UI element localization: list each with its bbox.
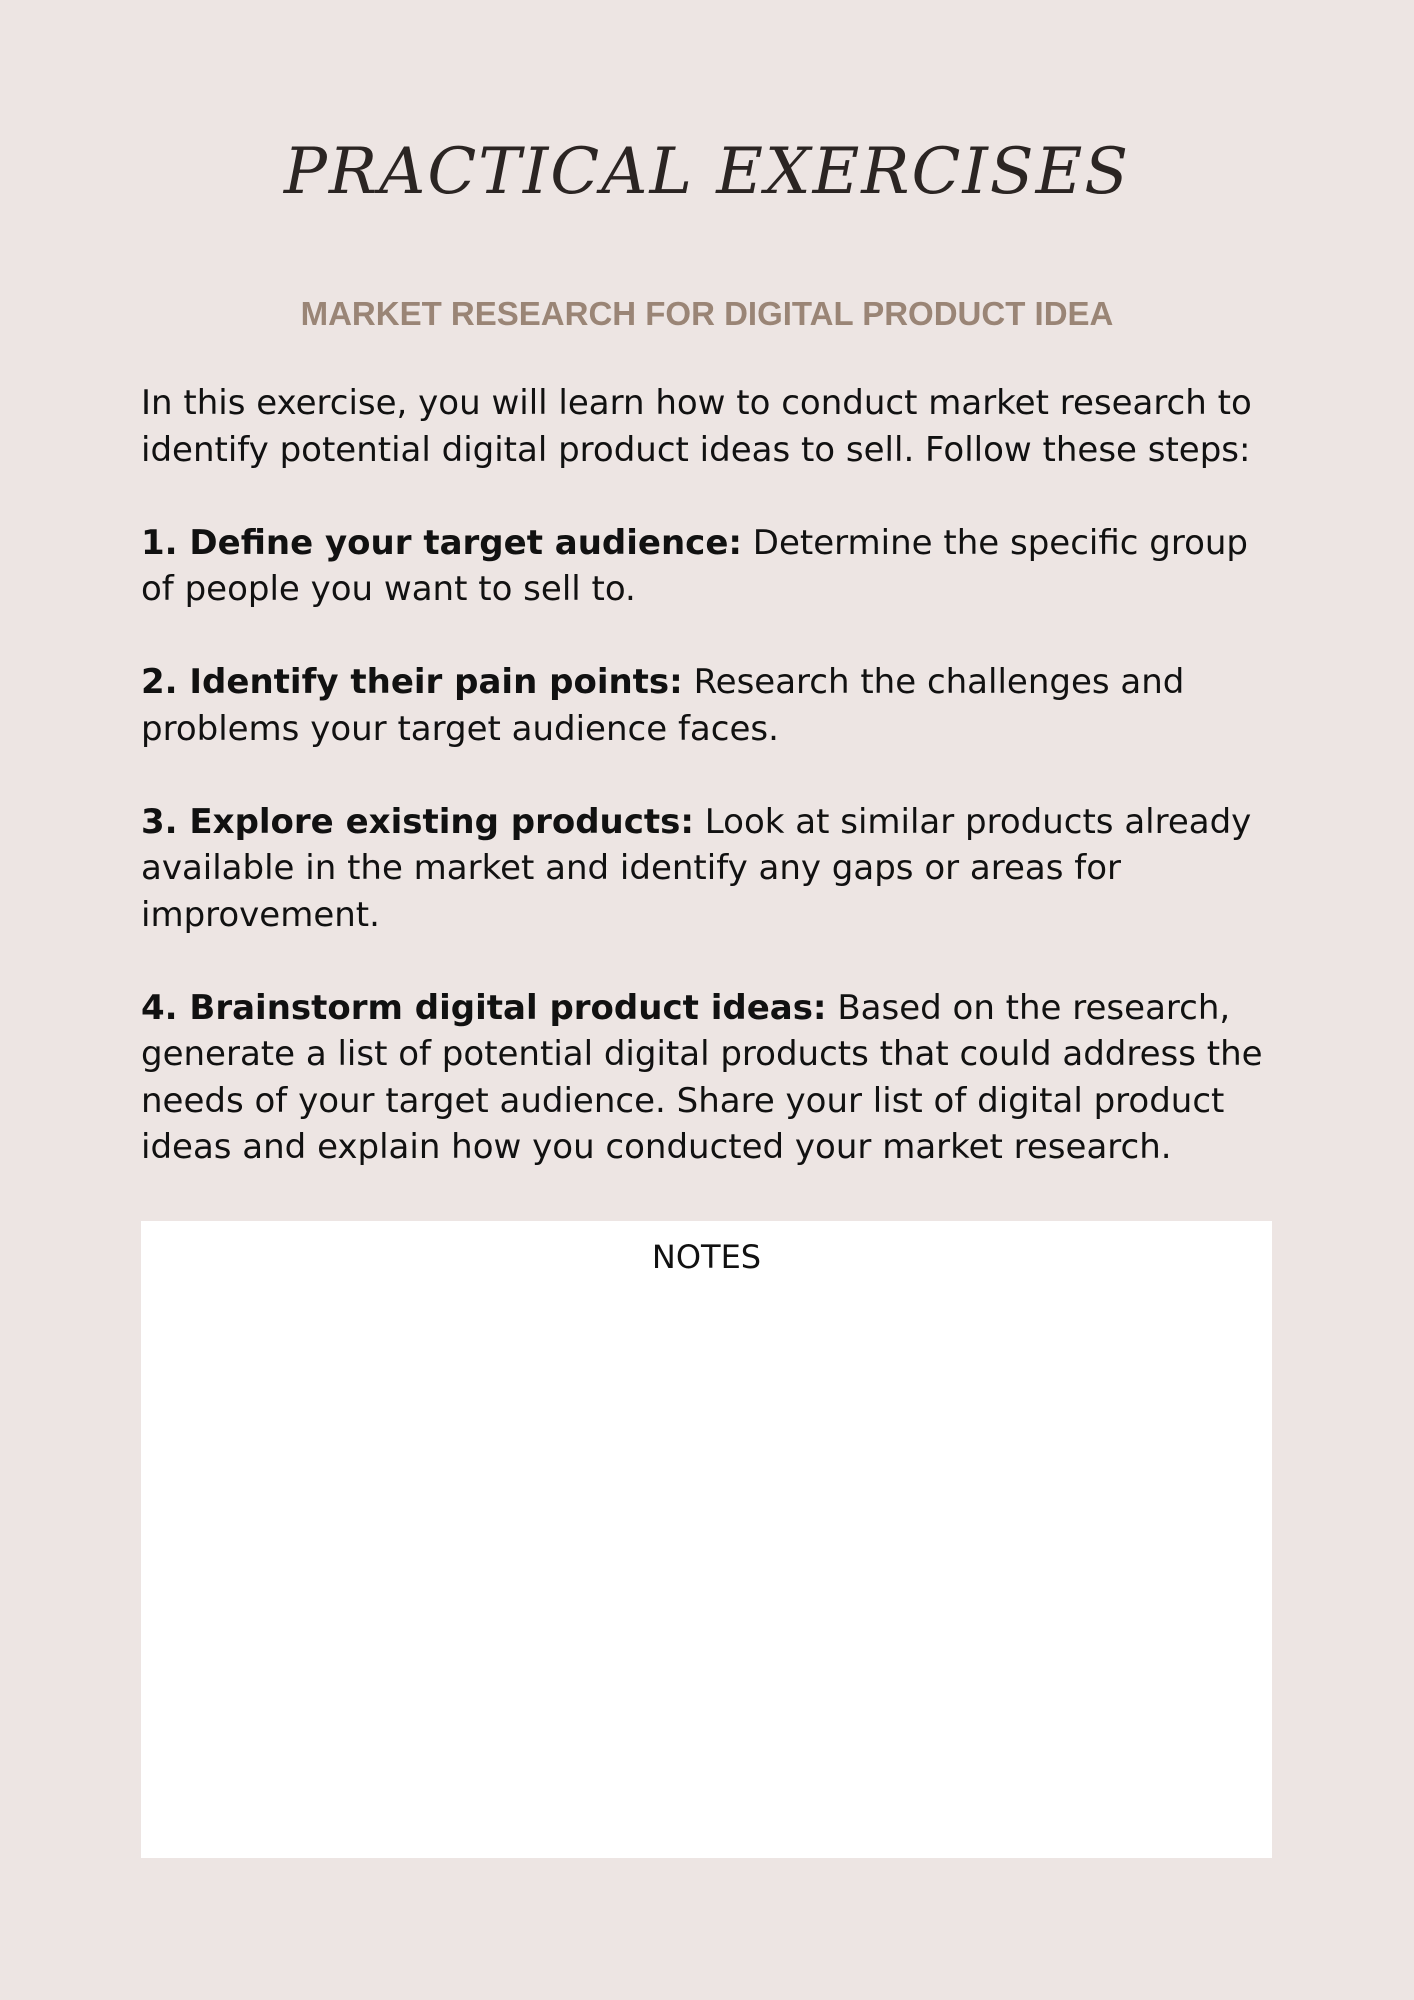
step-2-heading: 2. Identify their pain points: [141,662,683,702]
notes-area[interactable] [141,1221,1272,1858]
step-1-text: Determine the specific group of people you want to sell to. [141,522,1248,609]
notes-title: NOTES [651,1238,762,1276]
step-3 [141,799,1271,939]
step-4-text: Based on the research, generate a list of potential digital products that could address the needs of your target audience. Share your list of digital product ideas and explain how you conducted your market research. [141,987,1263,1167]
step-4 [141,985,1271,1171]
step-3-text: Look at similar products already available in the market and identify any gaps or areas for improvement. [141,801,1252,935]
step-4-heading: 4. Brainstorm digital product ideas: [141,987,827,1028]
step-1 [141,520,1271,613]
step-1-heading: 1. Define your target audience: [141,522,742,563]
step-2-text: Research the challenges and problems your target audience faces. [141,662,1185,749]
exercise-subtitle: MARKET RESEARCH FOR DIGITAL PRODUCT IDEA [300,295,1114,332]
exercise-body [141,380,1271,1171]
step-2 [141,659,1271,752]
intro-paragraph: In this exercise, you will learn how to conduct market research to identify potential digital product ideas to sell. Follow these steps: [141,383,1252,470]
step-3-heading: 3. Explore existing products: [141,801,694,842]
page-title: PRACTICAL EXERCISES [283,135,1131,209]
